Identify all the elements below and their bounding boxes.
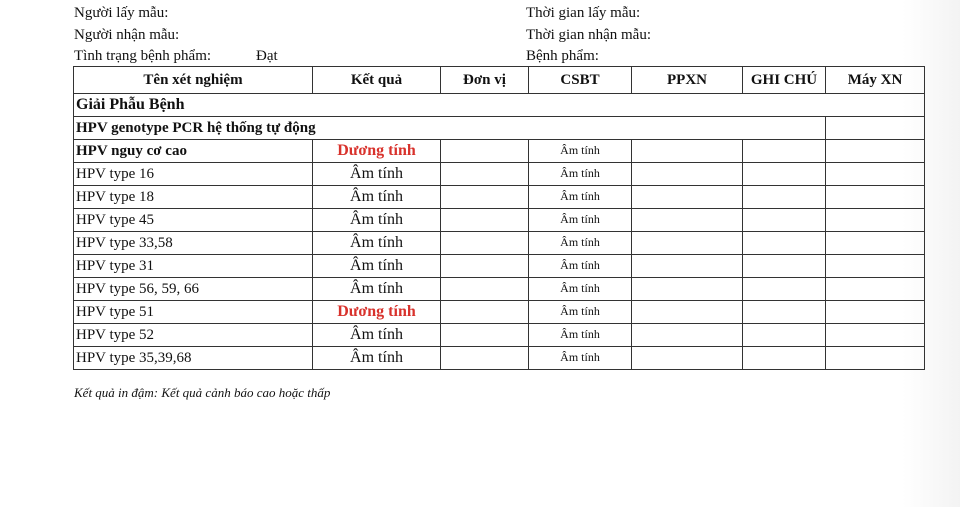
- col-header-reference: CSBT: [529, 67, 632, 94]
- machine-cell: [826, 324, 925, 347]
- note-cell: [743, 163, 826, 186]
- reference-cell: Âm tính: [529, 278, 632, 301]
- method-cell: [632, 232, 743, 255]
- note-cell: [743, 209, 826, 232]
- reference-cell: Âm tính: [529, 347, 632, 370]
- table-header-row: [74, 67, 925, 94]
- specimen-label: Bệnh phẩm:: [526, 48, 599, 64]
- section-title: Giải Phẫu Bệnh: [74, 94, 925, 117]
- note-cell: [743, 232, 826, 255]
- note-cell: [743, 301, 826, 324]
- unit-cell: [441, 255, 529, 278]
- results-table: [73, 66, 925, 370]
- test-name-cell: HPV type 52: [74, 324, 313, 347]
- table-row: [74, 301, 925, 324]
- note-cell: [743, 140, 826, 163]
- reference-cell: Âm tính: [529, 163, 632, 186]
- sampling-time-label: Thời gian lấy mẫu:: [526, 5, 641, 21]
- subsection-title: HPV genotype PCR hệ thống tự động: [74, 117, 826, 140]
- machine-cell: [826, 186, 925, 209]
- unit-cell: [441, 209, 529, 232]
- note-cell: [743, 324, 826, 347]
- result-cell: Âm tính: [313, 278, 441, 301]
- method-cell: [632, 347, 743, 370]
- table-row: [74, 209, 925, 232]
- test-name-cell: HPV nguy cơ cao: [74, 140, 313, 163]
- specimen-status-label: Tình trạng bệnh phẩm:: [74, 48, 212, 64]
- table-row: [74, 255, 925, 278]
- result-cell: Dương tính: [313, 301, 441, 324]
- note-cell: [743, 255, 826, 278]
- machine-cell: [826, 278, 925, 301]
- test-name-cell: HPV type 56, 59, 66: [74, 278, 313, 301]
- reference-cell: Âm tính: [529, 301, 632, 324]
- machine-cell: [826, 347, 925, 370]
- reference-cell: Âm tính: [529, 324, 632, 347]
- test-name-cell: HPV type 35,39,68: [74, 347, 313, 370]
- test-name-cell: HPV type 16: [74, 163, 313, 186]
- method-cell: [632, 278, 743, 301]
- result-cell: Âm tính: [313, 186, 441, 209]
- method-cell: [632, 163, 743, 186]
- machine-cell: [826, 209, 925, 232]
- table-row: [74, 278, 925, 301]
- unit-cell: [441, 163, 529, 186]
- method-cell: [632, 209, 743, 232]
- note-cell: [743, 347, 826, 370]
- reference-cell: Âm tính: [529, 209, 632, 232]
- col-header-machine: Máy XN: [826, 67, 925, 94]
- table-row: [74, 347, 925, 370]
- note-cell: [743, 278, 826, 301]
- table-row: [74, 186, 925, 209]
- receiving-time-label: Thời gian nhận mẫu:: [526, 27, 651, 43]
- unit-cell: [441, 186, 529, 209]
- method-cell: [632, 255, 743, 278]
- sampler-label: Người lấy mẫu:: [74, 5, 169, 21]
- method-cell: [632, 324, 743, 347]
- test-name-cell: HPV type 18: [74, 186, 313, 209]
- col-header-unit: Đơn vị: [441, 67, 529, 94]
- unit-cell: [441, 278, 529, 301]
- method-cell: [632, 186, 743, 209]
- unit-cell: [441, 347, 529, 370]
- col-header-test-name: Tên xét nghiệm: [74, 67, 313, 94]
- table-row: [74, 324, 925, 347]
- result-cell: Dương tính: [313, 140, 441, 163]
- unit-cell: [441, 140, 529, 163]
- unit-cell: [441, 324, 529, 347]
- result-cell: Âm tính: [313, 209, 441, 232]
- test-name-cell: HPV type 45: [74, 209, 313, 232]
- machine-cell: [826, 301, 925, 324]
- col-header-method: PPXN: [632, 67, 743, 94]
- result-cell: Âm tính: [313, 163, 441, 186]
- unit-cell: [441, 232, 529, 255]
- machine-cell: [826, 232, 925, 255]
- test-name-cell: HPV type 51: [74, 301, 313, 324]
- method-cell: [632, 301, 743, 324]
- test-name-cell: HPV type 33,58: [74, 232, 313, 255]
- receiver-label: Người nhận mẫu:: [74, 27, 180, 43]
- reference-cell: Âm tính: [529, 255, 632, 278]
- unit-cell: [441, 301, 529, 324]
- test-name-cell: HPV type 31: [74, 255, 313, 278]
- footnote: Kết quả in đậm: Kết quả cảnh báo cao hoặc thấp: [74, 385, 331, 400]
- result-cell: Âm tính: [313, 324, 441, 347]
- subsection-empty-cell: [826, 117, 925, 140]
- method-cell: [632, 140, 743, 163]
- col-header-result: Kết quả: [313, 67, 441, 94]
- col-header-note: GHI CHÚ: [743, 67, 826, 94]
- section-row: [74, 94, 925, 117]
- machine-cell: [826, 140, 925, 163]
- reference-cell: Âm tính: [529, 186, 632, 209]
- table-row: [74, 232, 925, 255]
- result-cell: Âm tính: [313, 255, 441, 278]
- specimen-status-value: Đạt: [256, 48, 278, 64]
- subsection-row: [74, 117, 925, 140]
- machine-cell: [826, 255, 925, 278]
- table-row: [74, 163, 925, 186]
- table-row: [74, 140, 925, 163]
- result-cell: Âm tính: [313, 232, 441, 255]
- reference-cell: Âm tính: [529, 232, 632, 255]
- result-cell: Âm tính: [313, 347, 441, 370]
- reference-cell: Âm tính: [529, 140, 632, 163]
- note-cell: [743, 186, 826, 209]
- machine-cell: [826, 163, 925, 186]
